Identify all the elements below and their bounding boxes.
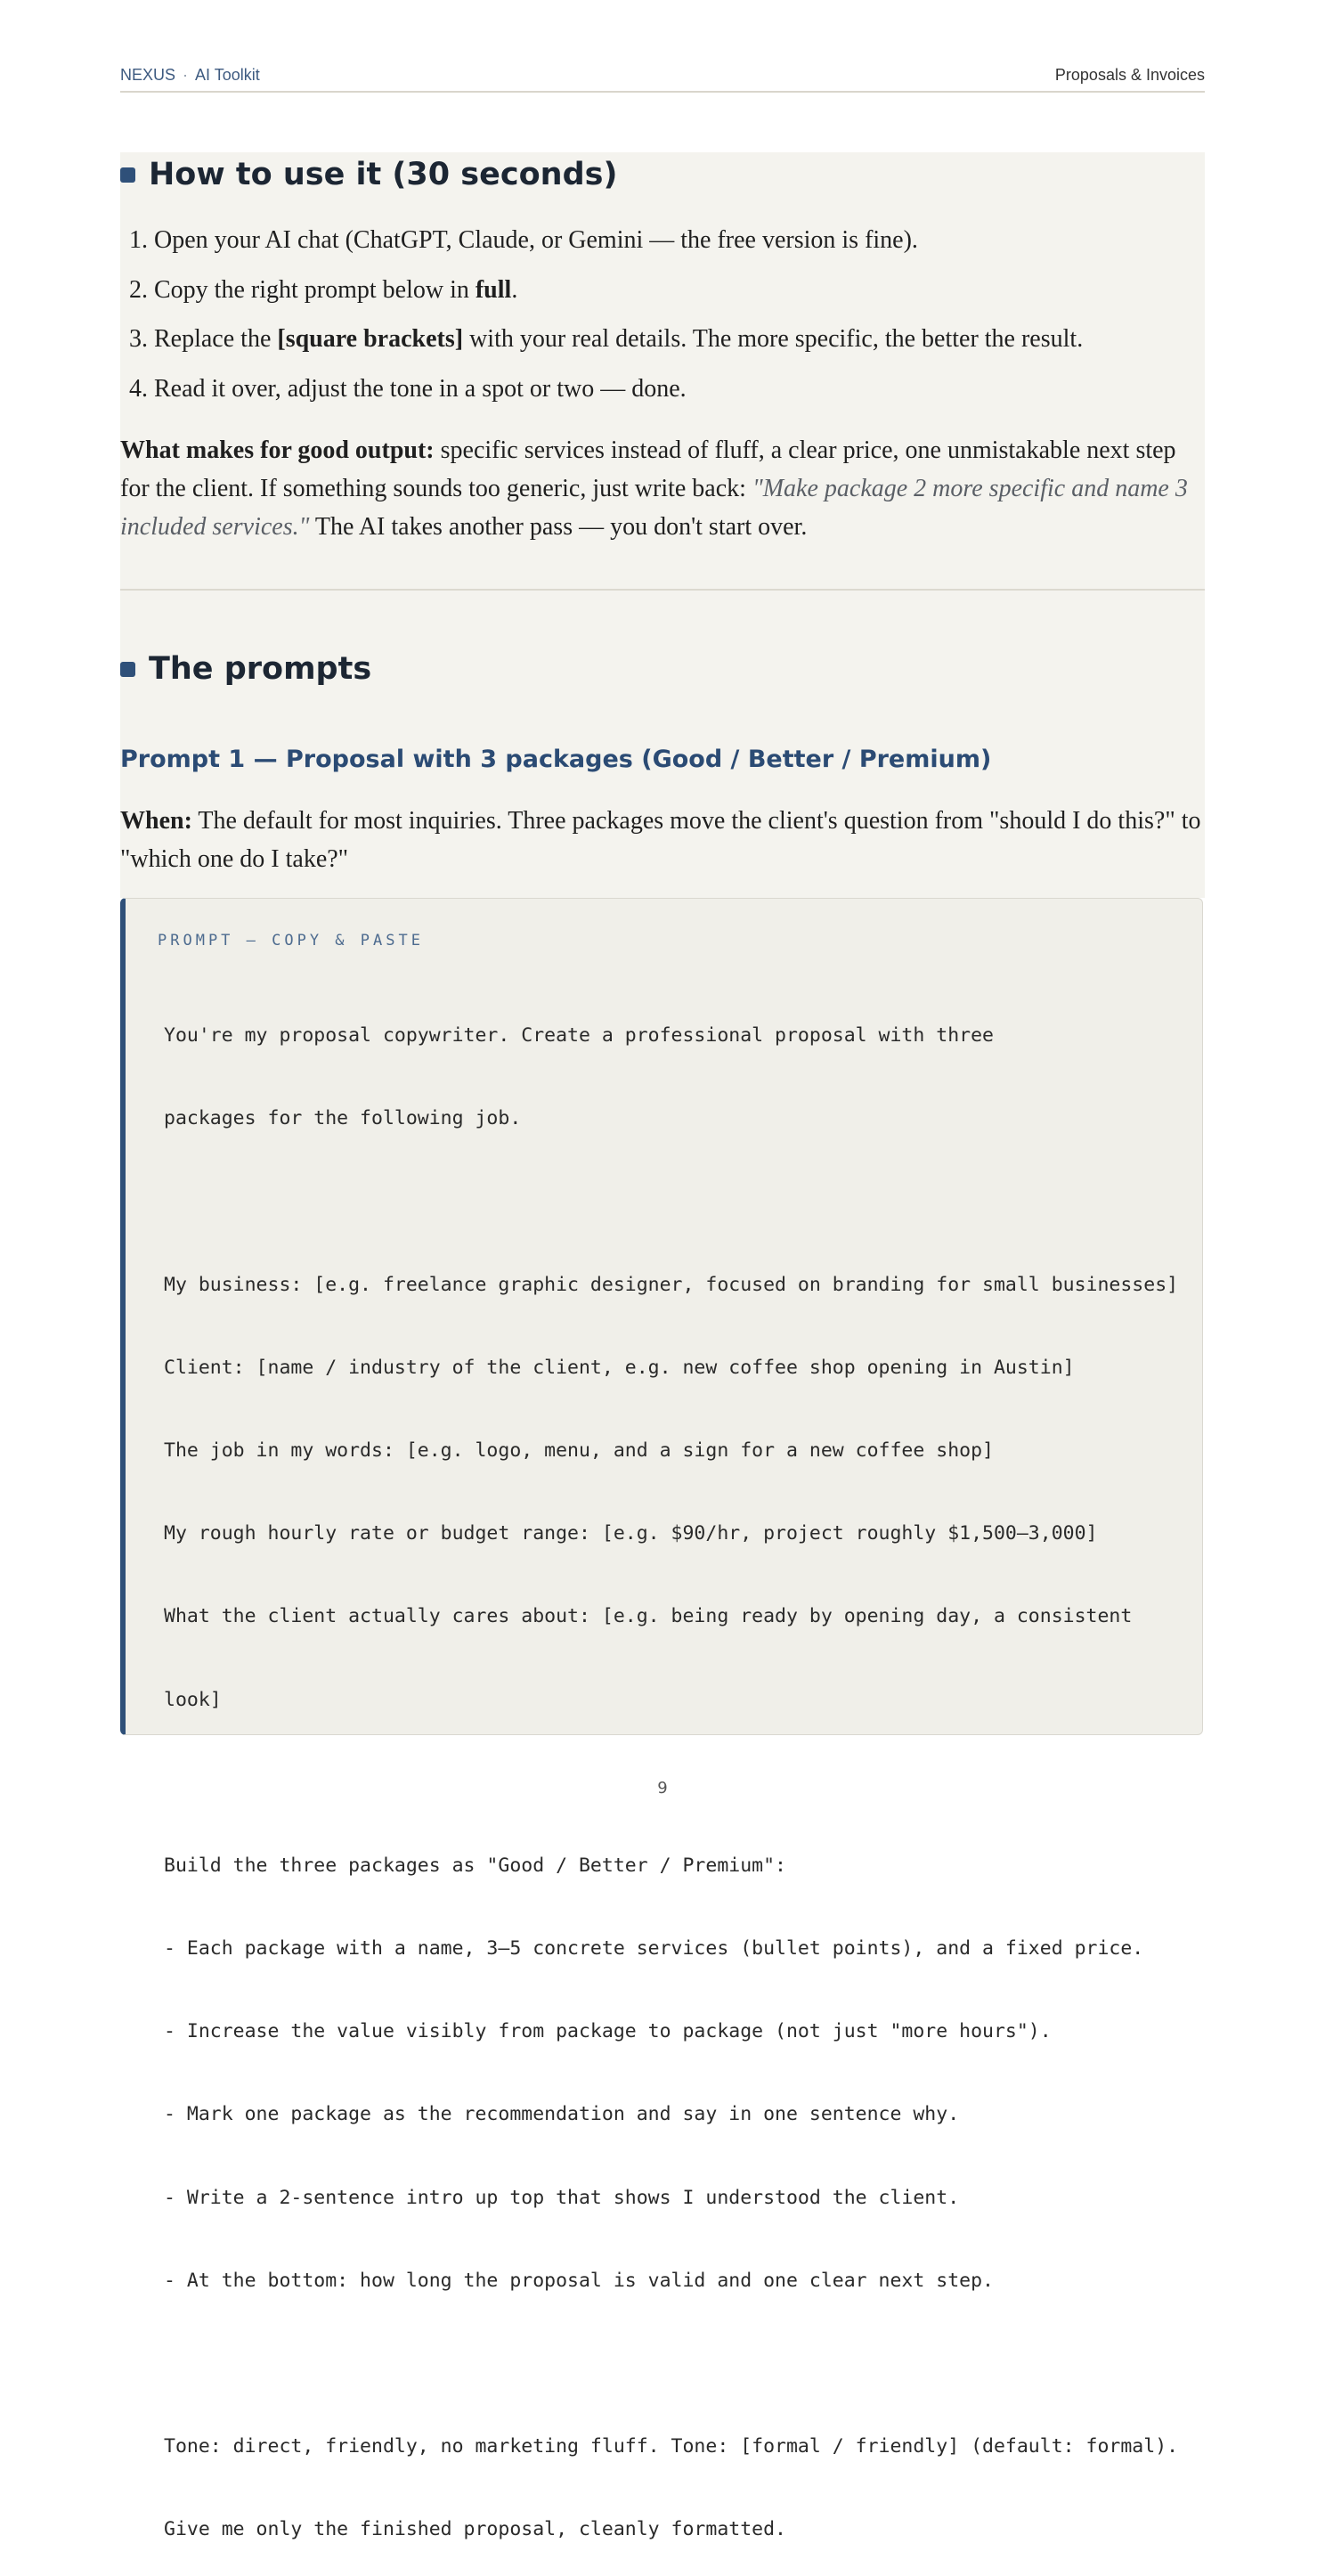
code-line: Client: [name / industry of the client, e.g. new coffee shop opening in Austin] — [164, 1356, 1075, 1379]
prompt-code-text[interactable] — [164, 976, 1197, 2576]
brand-name: NEXUS — [120, 66, 176, 84]
code-line: You're my proposal copywriter. Create a professional proposal with three — [164, 1024, 994, 1047]
code-line: - Mark one package as the recommendation and say in one sentence why. — [164, 2103, 960, 2126]
product-name: AI Toolkit — [195, 66, 260, 84]
step-number: 3. — [129, 325, 148, 353]
good-output-paragraph — [120, 431, 1205, 546]
step-emphasis: [square brackets] — [277, 325, 464, 353]
steps-list — [129, 225, 1198, 423]
code-line: Give me only the finished proposal, cleanly formatted. — [164, 2518, 786, 2541]
when-text: The default for most inquiries. Three packages move the client's question from "should I do this?" to "which one do I take?" — [120, 807, 1201, 873]
when-paragraph — [120, 802, 1205, 878]
code-line: My rough hourly rate or budget range: [e.g. $90/hr, project roughly $1,500–3,000] — [164, 1522, 1098, 1545]
header-brand — [120, 66, 260, 85]
step-item — [129, 324, 1198, 374]
step-emphasis: full — [475, 275, 512, 304]
step-text: Read it over, adjust the tone in a spot or two — done. — [154, 374, 687, 403]
example-quote: "Make package 2 more specific and name 3 included services." — [120, 475, 1188, 541]
prompts-heading — [120, 651, 371, 687]
code-line: Build the three packages as "Good / Better / Premium": — [164, 1854, 786, 1877]
step-text: Copy the right prompt below in — [154, 275, 476, 304]
code-line — [164, 1186, 1197, 1225]
code-line: Tone: direct, friendly, no marketing fluff. Tone: [formal / friendly] (default: formal). — [164, 2435, 1179, 2458]
code-line: - At the bottom: how long the proposal is valid and one clear next step. — [164, 2269, 994, 2292]
step-item — [129, 275, 1198, 325]
prompts-title: The prompts — [149, 651, 372, 687]
step-item — [129, 225, 1198, 275]
good-output-tail: The AI takes another pass — you don't start over. — [309, 513, 808, 541]
code-line: - Write a 2-sentence intro up top that shows I understood the client. — [164, 2186, 960, 2209]
when-label: When: — [120, 807, 192, 835]
step-text: Open your AI chat (ChatGPT, Claude, or Gemini — the free version is fine). — [154, 226, 918, 254]
prompt-1-title: Prompt 1 — Proposal with 3 packages (Good / Better / Premium) — [120, 746, 992, 773]
code-line — [164, 2349, 1197, 2387]
code-line: My business: [e.g. freelance graphic designer, focused on branding for small businesses] — [164, 1273, 1179, 1296]
square-bullet-icon — [120, 662, 135, 677]
step-text-end: . — [511, 275, 518, 304]
code-line: The job in my words: [e.g. logo, menu, and a sign for a new coffee shop] — [164, 1439, 994, 1462]
code-line: What the client actually cares about: [e.g. being ready by opening day, a consistent — [164, 1605, 1133, 1628]
header-separator: · — [183, 66, 189, 84]
step-number: 4. — [129, 374, 148, 403]
step-text: Replace the — [154, 325, 278, 353]
how-to-heading — [120, 157, 617, 192]
code-line: packages for the following job. — [164, 1107, 522, 1130]
good-output-label: What makes for good output: — [120, 436, 435, 464]
code-block-kicker: PROMPT — COPY & PASTE — [158, 932, 424, 950]
code-line: - Increase the value visibly from package to package (not just "more hours"). — [164, 2020, 1052, 2043]
code-line: look] — [164, 1688, 222, 1711]
square-bullet-icon — [120, 167, 135, 183]
page-number: 9 — [657, 1779, 668, 1797]
step-text-end: with your real details. The more specific, the better the result. — [463, 325, 1084, 353]
step-number: 2. — [129, 275, 148, 304]
good-output-text: specific services instead of fluff, a clear price, one unmistakable next step for the client. If something sounds too generic, just write back: — [120, 436, 1176, 502]
page-header — [120, 66, 1205, 93]
step-number: 1. — [129, 226, 148, 254]
how-to-title: How to use it (30 seconds) — [149, 157, 618, 192]
step-item — [129, 374, 1198, 424]
code-line: - Each package with a name, 3–5 concrete services (bullet points), and a fixed price. — [164, 1937, 1144, 1961]
header-section-title: Proposals & Invoices — [1054, 66, 1205, 84]
